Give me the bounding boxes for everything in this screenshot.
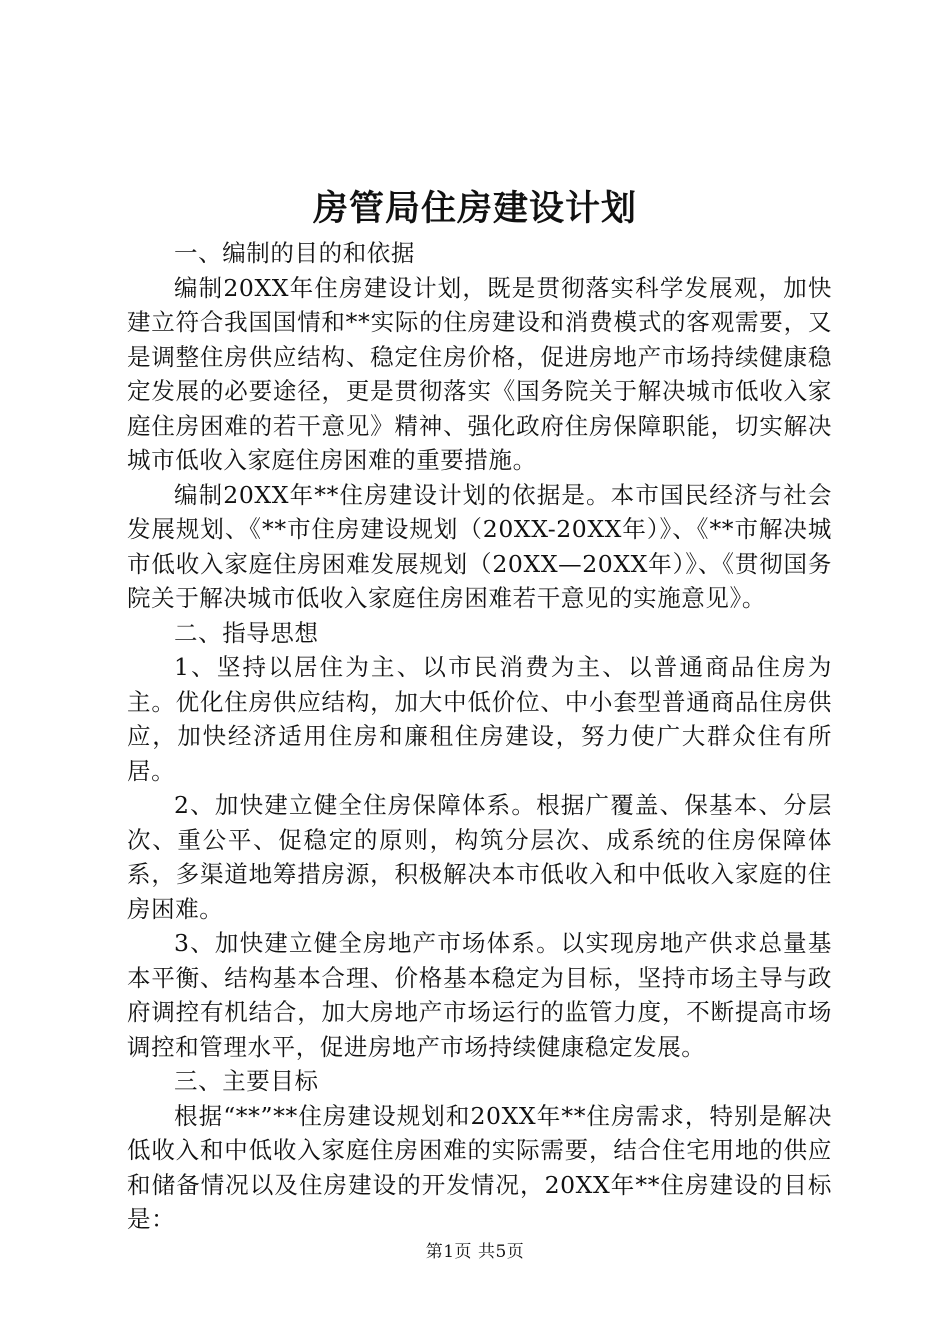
paragraph: 根据“**”**住房建设规划和20XX年**住房需求，特别是解决低收入和中低收入家庭住房困难的实际需要，结合住宅用地的供应和储备情况以及住房建设的开发情况，20XX年**住房建设的目标是：	[127, 1101, 832, 1233]
document-title: 房管局住房建设计划	[312, 189, 637, 229]
paragraph: 编制20XX年住房建设计划，既是贯彻落实科学发展观，加快建立符合我国国情和**实际的住房建设和消费模式的客观需要，又是调整住房供应结构、稳定住房价格，促进房地产市场持续健康稳定发展的必要途径，更是贯彻落实《国务院关于解决城市低收入家庭住房困难的若干意见》精神、强化政府住房保障职能，切实解决城市低收入家庭住房困难的重要措施。	[127, 273, 832, 474]
section-heading-purpose: 一、编制的目的和依据	[174, 239, 415, 267]
paragraph: 编制20XX年**住房建设计划的依据是。本市国民经济与社会发展规划、《**市住房建设规划（20XX-20XX年）》、《**市解决城市低收入家庭住房困难发展规划（20XX—20XX年）》、《贯彻国务院关于解决城市低收入家庭住房困难若干意见的实施意见》。	[127, 480, 832, 612]
document-body	[127, 236, 832, 1237]
section-heading-guiding-ideas: 二、指导思想	[174, 618, 319, 647]
paragraph: 2、加快建立健全住房保障体系。根据广覆盖、保基本、分层次、重公平、促稳定的原则，构筑分层次、成系统的住房保障体系，多渠道地筹措房源，积极解决本市低收入和中低收入家庭的住房困难。	[127, 791, 832, 923]
paragraph: 3、加快建立健全房地产市场体系。以实现房地产供求总量基本平衡、结构基本合理、价格基本稳定为目标，坚持市场主导与政府调控有机结合，加大房地产市场运行的监管力度，不断提高市场调控和管理水平，促进房地产市场持续健康稳定发展。	[127, 929, 832, 1061]
page-footer: 第1页 共5页	[425, 1242, 525, 1262]
section-heading-main-goals: 三、主要目标	[174, 1067, 319, 1095]
paragraph: 1、坚持以居住为主、以市民消费为主、以普通商品住房为主。优化住房供应结构，加大中低价位、中小套型普通商品住房供应，加快经济适用住房和廉租住房建设，努力使广大群众住有所居。	[127, 653, 832, 785]
